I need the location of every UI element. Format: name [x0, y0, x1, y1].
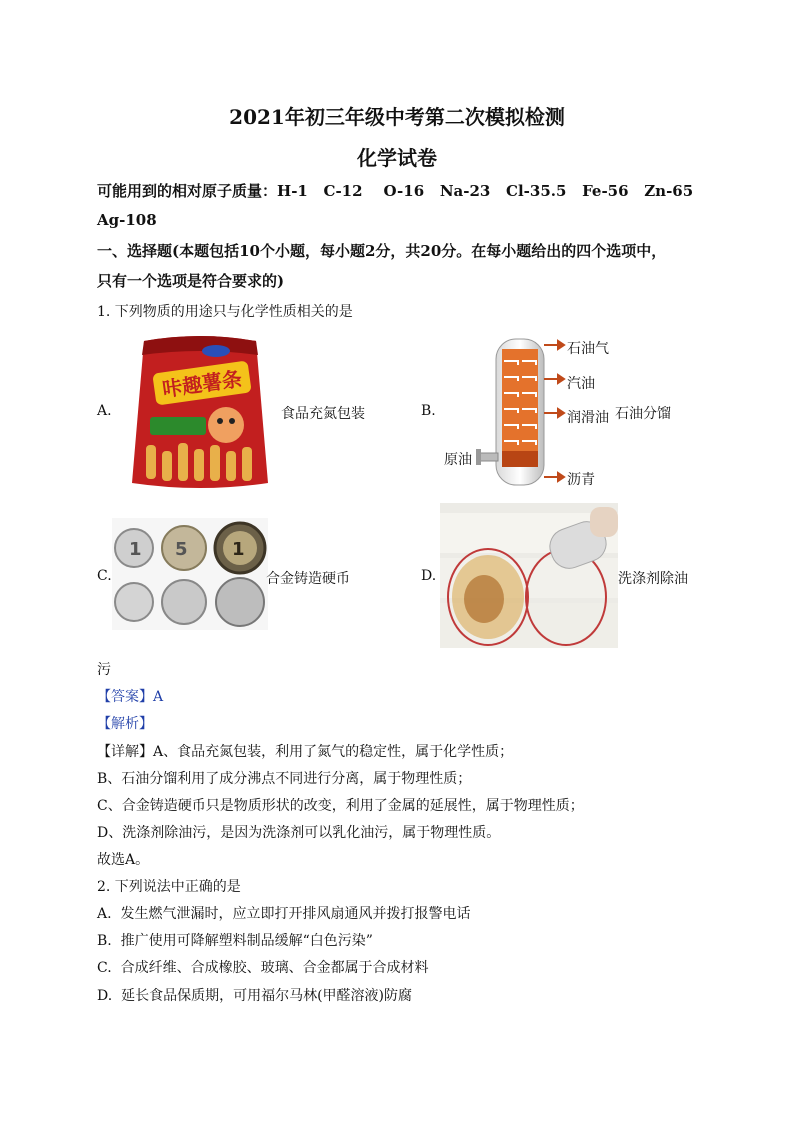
q1-option-a-letter: A. — [97, 403, 112, 419]
q1-option-d-letter: D. — [421, 568, 437, 584]
svg-text:5: 5 — [175, 539, 188, 560]
q1-option-a-text: 食品充氮包装 — [281, 406, 365, 422]
q1-analysis-heading: 【解析】 — [97, 716, 153, 732]
q1-stem: 1. 下列物质的用途只与化学性质相关的是 — [97, 304, 353, 320]
q1-option-b-letter: B. — [421, 403, 436, 419]
svg-text:1: 1 — [129, 539, 142, 560]
q1-detail-line: C、合金铸造硬币只是物质形状的改变，利用了金属的延展性，属于物理性质； — [97, 798, 584, 814]
atomic-masses-label: 可能用到的相对原子质量： — [97, 182, 278, 200]
tower-label-gasoline: 汽油 — [567, 376, 595, 392]
tower-label-lube: 润滑油 — [567, 410, 609, 426]
page-subtitle: 化学试卷 — [357, 146, 437, 170]
tower-label-crude: 原油 — [444, 452, 472, 468]
q1-option-b-text: 石油分馏 — [615, 406, 671, 422]
q2-option-d: D. 延长食品保质期，可用福尔马林(甲醛溶液)防腐 — [97, 988, 412, 1004]
atomic-masses-cont: Ag-108 — [97, 211, 157, 229]
section-header-line1: 一、选择题(本题包括10个小题，每小题2分，共20分。在每小题给出的四个选项中， — [97, 242, 667, 260]
detergent-cloth-image — [440, 503, 618, 648]
q1-option-d-text: 洗涤剂除油 — [618, 571, 688, 587]
page-title: 2021年初三年级中考第二次模拟检测 — [229, 105, 565, 129]
q2-option-a: A. 发生燃气泄漏时，应立即打开排风扇通风并拨打报警电话 — [97, 906, 471, 922]
chip-bag-brand-text: 咔趣薯条 — [160, 366, 244, 402]
svg-text:1: 1 — [232, 539, 245, 560]
chip-bag-image — [126, 333, 274, 491]
section-header-line2: 只有一个选项是符合要求的) — [97, 272, 285, 290]
q1-option-c-text: 合金铸造硬币 — [266, 571, 350, 587]
q2-option-b: B. 推广使用可降解塑料制品缓解“白色污染” — [97, 933, 373, 949]
q1-detail-line: 【详解】A、食品充氮包装，利用了氮气的稳定性，属于化学性质； — [97, 744, 514, 760]
q1-answer: 【答案】A — [97, 689, 164, 705]
coins-image — [112, 518, 268, 630]
q1-option-c-letter: C. — [97, 568, 112, 584]
tower-label-asphalt: 沥青 — [567, 472, 595, 488]
q1-detail-line: 故选A。 — [97, 852, 150, 868]
atomic-masses-values: H-1 C-12 O-16 Na-23 Cl-35.5 Fe-56 Zn-65 — [277, 182, 694, 200]
q1-option-d-text-cont: 污 — [97, 662, 111, 678]
atomic-masses — [97, 180, 693, 201]
tower-label-gas: 石油气 — [567, 341, 609, 357]
q1-detail-line: D、洗涤剂除油污，是因为洗涤剂可以乳化油污，属于物理性质。 — [97, 825, 501, 841]
q2-option-c: C. 合成纤维、合成橡胶、玻璃、合金都属于合成材料 — [97, 960, 429, 976]
q1-detail-line: B、石油分馏利用了成分沸点不同进行分离，属于物理性质； — [97, 771, 472, 787]
q2-stem: 2. 下列说法中正确的是 — [97, 879, 241, 895]
